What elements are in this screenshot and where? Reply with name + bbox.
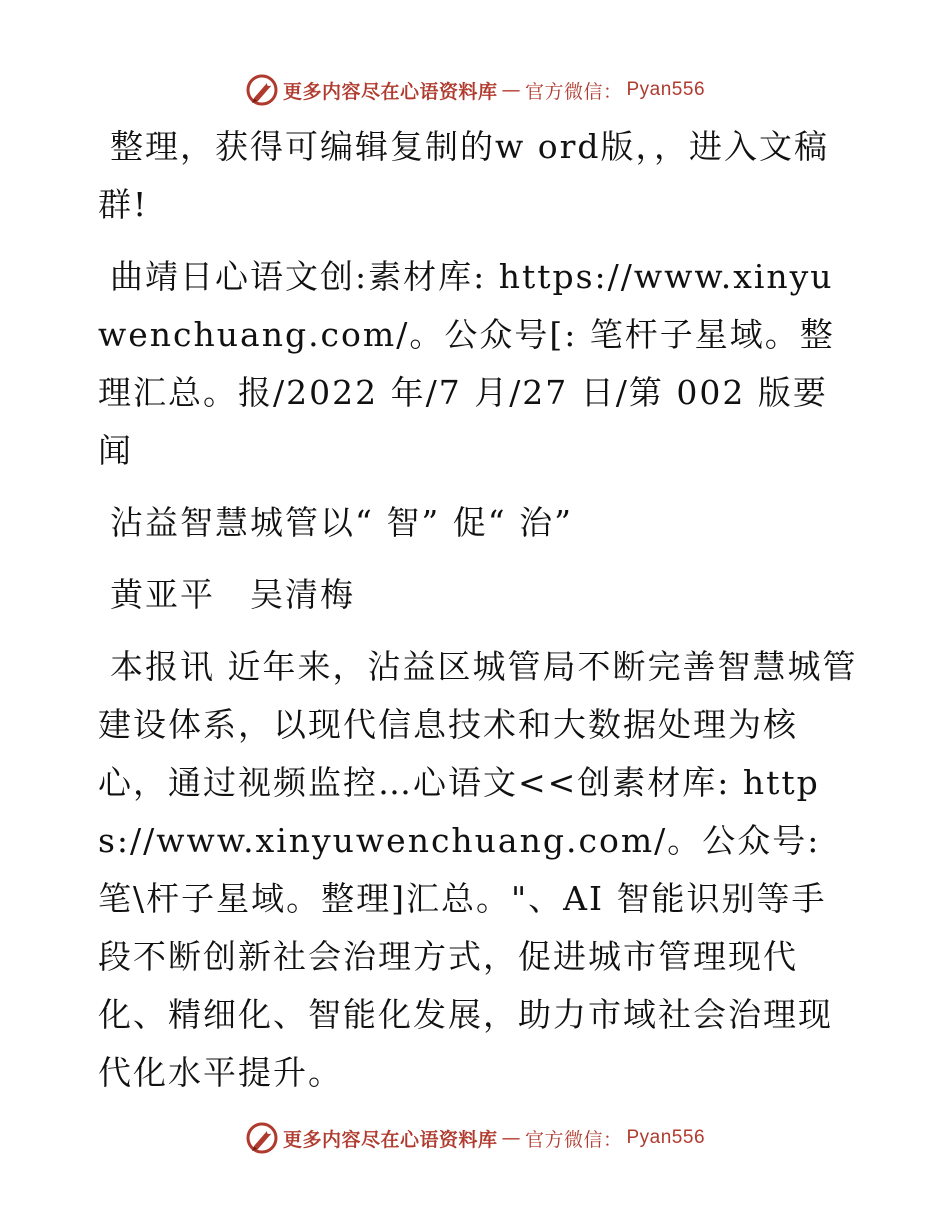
paragraph-body: 本报讯 近年来，沾益区城管局不断完善智慧城管建设体系，以现代信息技术和大数据处理为核心，通过视频监控…心语文<<创素材库: https://www.xinyuwenchuang.com/。公众号: 笔\杆子星域。整理]汇总。"、AI 智能识别等手段不断创新社会治理方式，促进城市管理现代化、精细化、智能化发展，助力市域社会治理现代化水平提升。 (98, 647, 858, 1092)
banner-wechat-label: 官方微信： (524, 1128, 623, 1151)
pen-logo-icon (245, 1121, 279, 1155)
banner-wechat-label: 官方微信： (524, 80, 623, 103)
banner-brand: 更多内容尽在心语资料库 (282, 80, 498, 103)
header-banner (0, 70, 950, 110)
paragraph-intro: 整理，获得可编辑复制的w ord版，，进入文稿群! (98, 127, 830, 224)
banner-separator: — (501, 79, 521, 101)
pen-logo-icon (245, 73, 279, 107)
banner-wechat-id: Pyan556 (626, 79, 706, 100)
document-body (98, 118, 858, 1116)
banner-brand: 更多内容尽在心语资料库 (282, 1128, 498, 1151)
banner-separator: — (501, 1127, 521, 1149)
banner-wechat-id: Pyan556 (626, 1127, 706, 1148)
article-title: 沾益智慧城管以“ 智” 促“ 治” (110, 503, 573, 542)
article-authors: 黄亚平 吴清梅 (110, 575, 355, 614)
paragraph-source: 曲靖日心语文创:素材库: https://www.xinyuwenchuang.com/。公众号[: 笔杆子星域。整理汇总。报/2022 年/7 月/27 日/第 002 版要闻 (98, 257, 835, 470)
footer-banner (0, 1118, 950, 1158)
